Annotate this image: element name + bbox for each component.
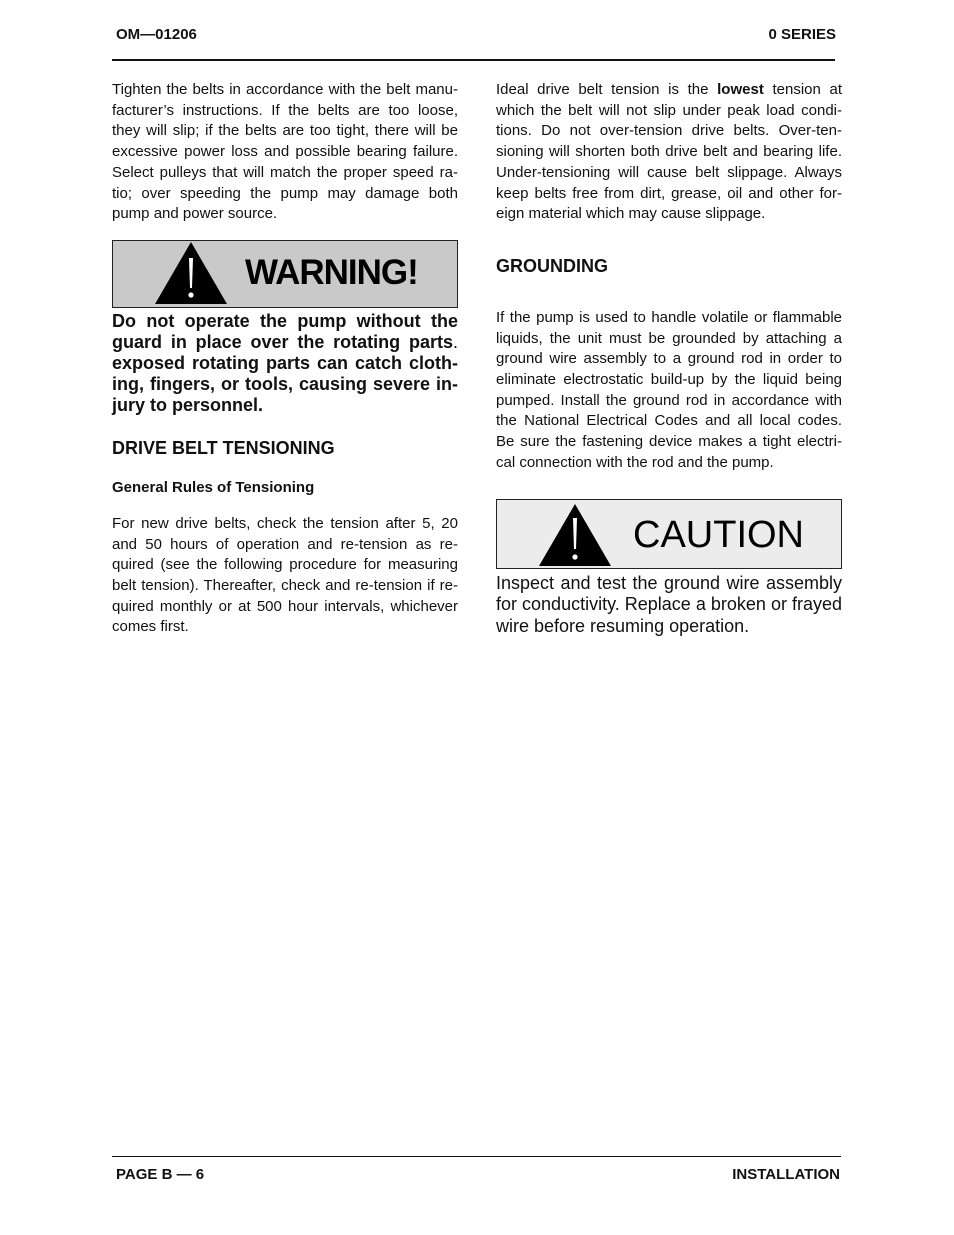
rules-paragraph: For new drive belts, check the tension after 5, 20 and 50 hours of operation and re-tension as required (see the following procedure for measuring belt tension). Thereafter, check and re-tension if required monthly or at 500 hour intervals, whichever comes first. bbox=[112, 514, 458, 636]
warning-triangle-icon bbox=[153, 240, 229, 306]
header-series: 0 SERIES bbox=[768, 26, 836, 43]
footer-section: INSTALLATION bbox=[732, 1166, 840, 1183]
belt-intro-paragraph: Tighten the belts in accordance with the belt manufacturer’s instructions. If the belts are too loose, they will slip; if the belts are too tight, there will be excessive power loss and possible bearing failure. Select pulleys that will match the proper speed ratio; over speeding the pump may damage both pump and power source. bbox=[112, 81, 458, 223]
header-doc-number: OM—01206 bbox=[116, 26, 197, 43]
warning-message-part-1: Do not operate the pump without the guard in place over the rotating parts bbox=[112, 310, 458, 352]
right-column bbox=[496, 80, 842, 637]
caution-message: Inspect and test the ground wire assembly for conductivity. Replace a broken or frayed wire before resuming operation. bbox=[496, 572, 842, 636]
footer-rule bbox=[112, 1156, 841, 1157]
tension-paragraph bbox=[496, 80, 842, 225]
tension-text-pre: Ideal drive belt tension is the bbox=[496, 81, 718, 98]
warning-label: WARNING! bbox=[245, 252, 418, 292]
left-column bbox=[112, 80, 458, 638]
warning-message-part-2: exposed rotating parts can catch clothing, fingers, or tools, causing severe injury to personnel. bbox=[112, 352, 458, 415]
section-title-drive-belt: DRIVE BELT TENSIONING bbox=[112, 437, 335, 458]
caution-banner bbox=[496, 499, 842, 569]
tension-text-bold: lowest bbox=[717, 81, 764, 98]
section-title-grounding: GROUNDING bbox=[496, 255, 608, 276]
warning-banner bbox=[112, 240, 458, 308]
warning-message-period: . bbox=[452, 331, 458, 352]
caution-triangle-icon bbox=[537, 502, 613, 568]
caution-label: CAUTION bbox=[633, 513, 804, 556]
warning-message bbox=[112, 311, 458, 416]
header-rule bbox=[112, 59, 835, 61]
footer-page-number: PAGE B — 6 bbox=[116, 1166, 205, 1183]
tension-text-post: tension at which the belt will not slip under peak load conditions. Do not over-tension drive belts. Over-tensioning will shorten both drive belt and bearing life. Under-tensioning will cause belt slippage. Always keep belts free from dirt, grease, oil and other foreign material which may cause slippage. bbox=[496, 81, 842, 223]
grounding-paragraph: If the pump is used to handle volatile or flammable liquids, the unit must be grounded by attaching a ground wire assembly to a ground rod in order to eliminate electrostatic build-up by the liquid being pumped. Install the ground rod in accordance with the National Electrical Codes and all local codes. Be sure the fastening device makes a tight electrical connection with the rod and the pump. bbox=[496, 308, 842, 471]
subsection-title-rules: General Rules of Tensioning bbox=[112, 478, 315, 496]
